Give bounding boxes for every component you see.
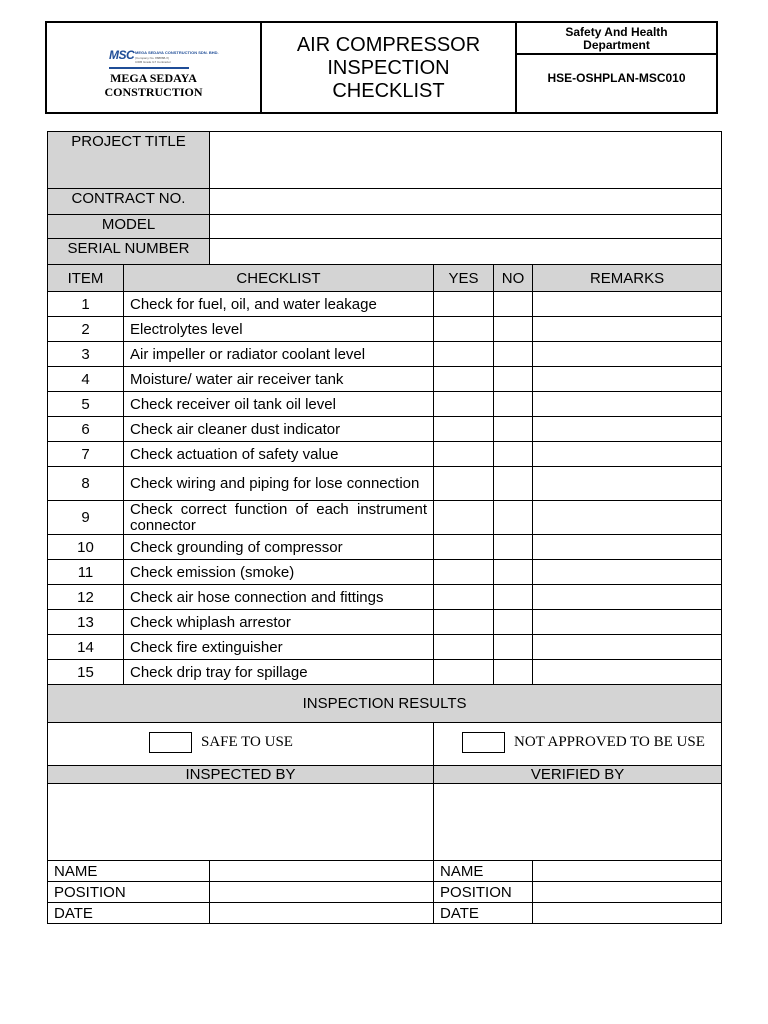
project-title-row xyxy=(48,132,722,189)
not-approved-option xyxy=(462,732,705,753)
item-number: 6 xyxy=(48,417,124,442)
company-name-line1: MEGA SEDAYA xyxy=(110,71,197,85)
no-checkbox-cell[interactable] xyxy=(494,442,533,467)
table-row xyxy=(48,660,722,685)
table-row xyxy=(48,610,722,635)
yes-checkbox-cell[interactable] xyxy=(434,660,494,685)
table-row xyxy=(48,342,722,367)
table-row xyxy=(48,560,722,585)
name-label-text: NAME xyxy=(54,862,98,880)
checklist-item-text: Check whiplash arrestor xyxy=(124,610,434,635)
model-row xyxy=(48,215,722,239)
inspector-signature-area[interactable] xyxy=(48,784,434,861)
table-row xyxy=(48,392,722,417)
checklist-item-text: Air impeller or radiator coolant level xyxy=(124,342,434,367)
name-row xyxy=(48,861,722,882)
item-number: 13 xyxy=(48,610,124,635)
checklist-item-text: Check drip tray for spillage xyxy=(124,660,434,685)
position-row xyxy=(48,882,722,903)
remarks-cell[interactable] xyxy=(533,292,722,317)
logo-registration-line: (Company No. 888888-X) xyxy=(135,56,170,60)
department-line2: Department xyxy=(583,38,650,52)
remarks-cell[interactable] xyxy=(533,342,722,367)
table-row xyxy=(48,535,722,560)
yes-checkbox-cell[interactable] xyxy=(434,501,494,535)
remarks-cell[interactable] xyxy=(533,585,722,610)
document-header xyxy=(45,21,718,114)
no-checkbox-cell[interactable] xyxy=(494,317,533,342)
remarks-cell[interactable] xyxy=(533,635,722,660)
inspection-results-header-row xyxy=(48,685,722,723)
logo-mark-text: MSC xyxy=(109,48,135,62)
item-number: 9 xyxy=(48,501,124,535)
remarks-cell[interactable] xyxy=(533,560,722,585)
yes-checkbox-cell[interactable] xyxy=(434,292,494,317)
table-row xyxy=(48,292,722,317)
item-number: 8 xyxy=(48,467,124,501)
checklist-item-text: Check for fuel, oil, and water leakage xyxy=(124,292,434,317)
yes-checkbox-cell[interactable] xyxy=(434,417,494,442)
item-number: 11 xyxy=(48,560,124,585)
no-checkbox-cell[interactable] xyxy=(494,610,533,635)
remarks-cell[interactable] xyxy=(533,467,722,501)
signoff-header-row xyxy=(48,766,722,784)
signature-row xyxy=(48,784,722,861)
safe-to-use-option-cell xyxy=(48,723,434,766)
remarks-cell[interactable] xyxy=(533,610,722,635)
table-row xyxy=(48,585,722,610)
yes-column-header: YES xyxy=(434,265,494,292)
company-name-line2: CONSTRUCTION xyxy=(104,85,203,99)
inspected-by-header: INSPECTED BY xyxy=(48,766,434,784)
no-checkbox-cell[interactable] xyxy=(494,635,533,660)
verifier-position-label xyxy=(434,882,533,903)
document-title xyxy=(262,23,517,112)
logo-underline xyxy=(109,67,189,69)
logo-company-line: MEGA SEDAYA CONSTRUCTION SDN. BHD. xyxy=(135,50,219,55)
no-checkbox-cell[interactable] xyxy=(494,501,533,535)
remarks-cell[interactable] xyxy=(533,417,722,442)
title-line3: CHECKLIST xyxy=(332,80,445,102)
inspector-position-label xyxy=(48,882,210,903)
no-checkbox-cell[interactable] xyxy=(494,585,533,610)
item-column-header: ITEM xyxy=(48,265,124,292)
inspector-name-label xyxy=(48,861,210,882)
company-name xyxy=(47,71,260,99)
safe-to-use-label: SAFE TO USE xyxy=(201,733,293,750)
document-code: HSE-OSHPLAN-MSC010 xyxy=(547,70,686,85)
item-number: 4 xyxy=(48,367,124,392)
no-checkbox-cell[interactable] xyxy=(494,417,533,442)
serial-number-field[interactable] xyxy=(210,239,722,265)
department-line1: Safety And Health xyxy=(565,25,668,39)
yes-checkbox-cell[interactable] xyxy=(434,392,494,417)
title-line1: AIR COMPRESSOR xyxy=(296,34,481,56)
checklist-item-text: Check emission (smoke) xyxy=(124,560,434,585)
checklist-item-text: Check air cleaner dust indicator xyxy=(124,417,434,442)
inspection-form-table xyxy=(47,131,722,924)
serial-number-label: SERIAL NUMBER xyxy=(48,239,210,265)
title-line2: INSPECTION xyxy=(327,57,450,79)
yes-checkbox-cell[interactable] xyxy=(434,535,494,560)
no-checkbox-cell[interactable] xyxy=(494,467,533,501)
document-meta xyxy=(517,23,716,112)
item-number: 7 xyxy=(48,442,124,467)
yes-checkbox-cell[interactable] xyxy=(434,467,494,501)
item-number: 10 xyxy=(48,535,124,560)
item-number: 3 xyxy=(48,342,124,367)
inspector-date-label xyxy=(48,903,210,924)
checklist-item-text: Check fire extinguisher xyxy=(124,635,434,660)
table-row xyxy=(48,442,722,467)
model-label: MODEL xyxy=(48,215,210,239)
name-label-text: NAME xyxy=(440,862,484,880)
table-row xyxy=(48,467,722,501)
checklist-item-text: Check wiring and piping for lose connection xyxy=(124,467,434,501)
verifier-position-field[interactable] xyxy=(533,882,722,903)
table-row xyxy=(48,417,722,442)
remarks-cell[interactable] xyxy=(533,660,722,685)
remarks-cell[interactable] xyxy=(533,535,722,560)
no-checkbox-cell[interactable] xyxy=(494,660,533,685)
not-approved-checkbox[interactable] xyxy=(462,732,505,753)
yes-checkbox-cell[interactable] xyxy=(434,585,494,610)
inspector-name-field[interactable] xyxy=(210,861,434,882)
table-row xyxy=(48,367,722,392)
table-row xyxy=(48,501,722,535)
project-title-label: PROJECT TITLE xyxy=(48,132,210,189)
inspector-position-field[interactable] xyxy=(210,882,434,903)
verifier-date-field[interactable] xyxy=(533,903,722,924)
position-label-text: POSITION xyxy=(440,883,512,901)
checklist-item-text: Check receiver oil tank oil level xyxy=(124,392,434,417)
safe-to-use-checkbox[interactable] xyxy=(149,732,192,753)
checklist-item-text: Check correct function of each instrument connector xyxy=(124,501,434,535)
yes-checkbox-cell[interactable] xyxy=(434,635,494,660)
company-logo-block xyxy=(47,23,262,112)
yes-checkbox-cell[interactable] xyxy=(434,317,494,342)
position-label-text: POSITION xyxy=(54,883,126,901)
item-number: 1 xyxy=(48,292,124,317)
verifier-date-label xyxy=(434,903,533,924)
table-row xyxy=(48,635,722,660)
remarks-cell[interactable] xyxy=(533,392,722,417)
no-checkbox-cell[interactable] xyxy=(494,367,533,392)
yes-checkbox-cell[interactable] xyxy=(434,442,494,467)
verifier-name-field[interactable] xyxy=(533,861,722,882)
logo-grade-line: CIDB Grade G7 Contractor xyxy=(135,60,172,64)
remarks-cell[interactable] xyxy=(533,317,722,342)
yes-checkbox-cell[interactable] xyxy=(434,610,494,635)
checklist-item-text: Electrolytes level xyxy=(124,317,434,342)
verifier-name-label xyxy=(434,861,533,882)
department-name xyxy=(517,23,716,55)
no-checkbox-cell[interactable] xyxy=(494,392,533,417)
table-row xyxy=(48,317,722,342)
item-number: 14 xyxy=(48,635,124,660)
date-label-text: DATE xyxy=(54,904,93,922)
item-number: 12 xyxy=(48,585,124,610)
date-row xyxy=(48,903,722,924)
remarks-cell[interactable] xyxy=(533,367,722,392)
item-number: 5 xyxy=(48,392,124,417)
checklist-item-text: Check grounding of compressor xyxy=(124,535,434,560)
inspection-results-options-row xyxy=(48,723,722,766)
contract-no-label: CONTRACT NO. xyxy=(48,189,210,215)
project-title-field[interactable] xyxy=(210,132,722,189)
no-column-header: NO xyxy=(494,265,533,292)
yes-checkbox-cell[interactable] xyxy=(434,367,494,392)
remarks-column-header: REMARKS xyxy=(533,265,722,292)
inspector-date-field[interactable] xyxy=(210,903,434,924)
checklist-item-text: Moisture/ water air receiver tank xyxy=(124,367,434,392)
yes-checkbox-cell[interactable] xyxy=(434,342,494,367)
no-checkbox-cell[interactable] xyxy=(494,535,533,560)
inspection-results-title: INSPECTION RESULTS xyxy=(48,685,722,723)
serial-number-row xyxy=(48,239,722,265)
contract-no-field[interactable] xyxy=(210,189,722,215)
company-logo xyxy=(109,48,219,70)
no-checkbox-cell[interactable] xyxy=(494,292,533,317)
verified-by-header: VERIFIED BY xyxy=(434,766,722,784)
item-number: 15 xyxy=(48,660,124,685)
verifier-signature-area[interactable] xyxy=(434,784,722,861)
model-field[interactable] xyxy=(210,215,722,239)
checklist-item-text: Check actuation of safety value xyxy=(124,442,434,467)
no-checkbox-cell[interactable] xyxy=(494,560,533,585)
no-checkbox-cell[interactable] xyxy=(494,342,533,367)
checklist-column-header: CHECKLIST xyxy=(124,265,434,292)
not-approved-label: NOT APPROVED TO BE USE xyxy=(514,733,705,750)
not-approved-option-cell xyxy=(434,723,722,766)
checklist-header-row xyxy=(48,265,722,292)
checklist-item-text: Check air hose connection and fittings xyxy=(124,585,434,610)
remarks-cell[interactable] xyxy=(533,442,722,467)
date-label-text: DATE xyxy=(440,904,479,922)
safe-to-use-option xyxy=(149,732,293,753)
remarks-cell[interactable] xyxy=(533,501,722,535)
item-number: 2 xyxy=(48,317,124,342)
yes-checkbox-cell[interactable] xyxy=(434,560,494,585)
contract-no-row xyxy=(48,189,722,215)
